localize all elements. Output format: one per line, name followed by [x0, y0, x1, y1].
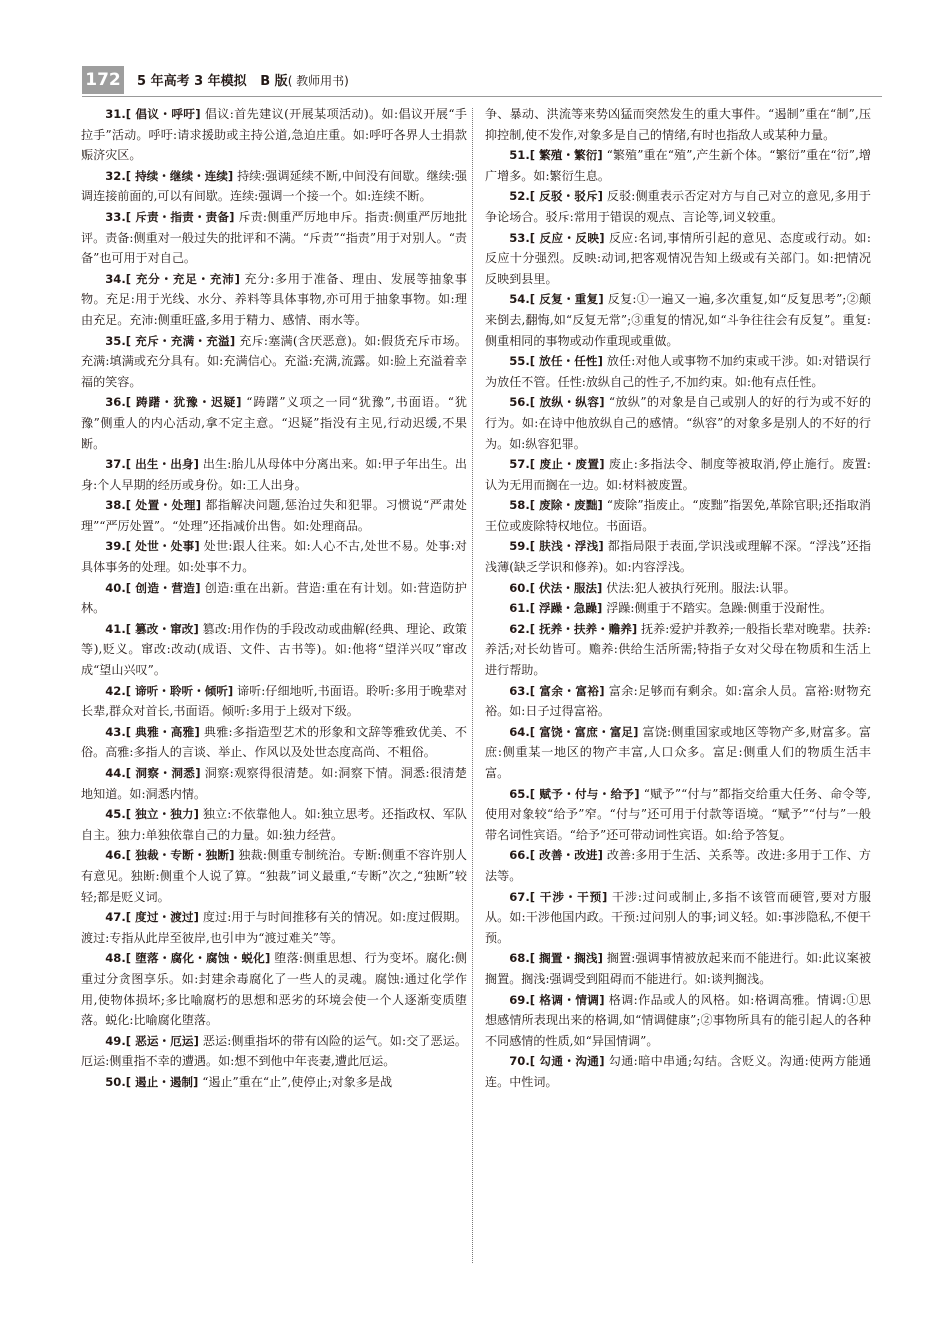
entry-head: 69.[ 格调・情调] — [509, 992, 605, 1007]
entry-34 — [81, 269, 467, 331]
entry-head: 67.[ 干涉・干预] — [509, 889, 608, 904]
entry-64 — [485, 722, 871, 784]
entry-text: 持续:强调延续不断,中间没有间歇。继续:强调连接前面的,可以有间歇。连续:强调一个接一个。如:连续不断。 — [81, 168, 467, 204]
entry-49 — [81, 1031, 467, 1072]
entry-40 — [81, 578, 467, 619]
entry-head: 56.[ 放纵・纵容] — [509, 395, 605, 410]
entry-55 — [485, 351, 871, 392]
entry-head: 48.[ 堕落・腐化・腐蚀・蜕化] — [105, 951, 271, 966]
entry-text: “赋予”“付与”都指交给重大任务、命令等,使用对象较“给予”窄。“付与”还可用于付款等语境。“赋予”“付与”一般带名词性宾语。“给予”还可带动词性宾语。如:给予答复。 — [485, 786, 871, 842]
entry-head: 63.[ 富余・富裕] — [509, 683, 605, 698]
entry-head: 60.[ 伏法・服法] — [509, 580, 603, 595]
entry-head: 68.[ 搁置・搁浅] — [509, 951, 603, 966]
entry-head: 55.[ 放任・任性] — [509, 354, 603, 369]
header-rule — [82, 96, 882, 97]
entry-63 — [485, 681, 871, 722]
entry-text: 干涉:过问或制止,多指不该管而硬管,要对方服从。如:干涉他国内政。干预:过问别人的事;词义轻。如:事涉隐私,不便干预。 — [485, 889, 871, 945]
entry-53 — [485, 228, 871, 290]
entry-head: 54.[ 反复・重复] — [509, 292, 604, 307]
entry-56 — [485, 392, 871, 454]
page-number: 172 — [82, 66, 124, 94]
entry-text: 创造:重在出新。营造:重在有计划。如:营造防护林。 — [81, 580, 467, 616]
entry-text: 都指解决问题,惩治过失和犯罪。习惯说“严肃处理”“严厉处置”。“处理”还指减价出售。如:处理商品。 — [81, 498, 467, 533]
entry-text: 抚养:爱护并教养;一般指长辈对晚辈。扶养:养活;对长幼皆可。赡养:供给生活所需;特指子女对父母在物质和生活上进行帮助。 — [485, 621, 871, 678]
entry-head: 42.[ 谛听・聆听・倾听] — [105, 683, 234, 698]
entry-text: 充斥:塞满(含厌恶意)。如:假货充斥市场。充满:填满或充分具有。如:充满信心。充溢:充满,流露。如:脸上充溢着幸福的笑容。 — [81, 333, 467, 389]
entry-text: 恶运:侧重指坏的带有凶险的运气。如:交了恶运。厄运:侧重指不幸的遭遇。如:想不到他中年丧妻,遭此厄运。 — [81, 1033, 467, 1069]
entry-text: “废除”指废止。“废黜”指罢免,革除官职;还指取消王位或废除特权地位。书面语。 — [485, 498, 871, 533]
entry-52 — [485, 186, 871, 227]
entry-66 — [485, 845, 871, 886]
entry-text: 谛听:仔细地听,书面语。聆听:多用于晚辈对长辈,群众对首长,书面语。倾听:多用于上级对下级。 — [81, 683, 467, 719]
entry-head: 34.[ 充分・充足・充沛] — [105, 271, 240, 286]
entry-text: 洞察:观察得很清楚。如:洞察下情。洞悉:很清楚地知道。如:洞悉内情。 — [81, 766, 467, 801]
entry-58 — [485, 495, 871, 536]
entry-head: 35.[ 充斥・充满・充溢] — [105, 333, 236, 348]
entry-head: 47.[ 度过・渡过] — [105, 910, 199, 925]
entry-text: 反应:名词,事情所引起的意见、态度或行动。如:反应十分强烈。反映:动词,把客观情况告知上级或有关部门。如:把情况反映到县里。 — [485, 230, 871, 286]
book-title-main: 5 年高考 3 年模拟 — [137, 74, 247, 89]
entry-text: 都指局限于表面,学识浅或理解不深。“浮浅”还指浅薄(缺乏学识和修养)。如:内容浮浅。 — [485, 539, 871, 575]
entry-head: 32.[ 持续・继续・连续] — [105, 168, 234, 183]
entry-text: 伏法:犯人被执行死刑。服法:认罪。 — [602, 580, 796, 595]
entry-head: 46.[ 独裁・专断・独断] — [105, 848, 235, 863]
entry-67 — [485, 887, 871, 949]
entry-text: 充分:多用于准备、理由、发展等抽象事物。充足:用于光线、水分、养料等具体事物,亦可用于抽象事物。如:理由充足。充沛:侧重旺盛,多用于精力、感情、雨水等。 — [81, 271, 467, 327]
entry-head: 41.[ 篡改・窜改] — [105, 621, 199, 636]
entry-text: 改善:多用于生活、关系等。改进:多用于工作、方法等。 — [485, 848, 871, 883]
entry-57 — [485, 454, 871, 495]
entry-head: 62.[ 抚养・扶养・赡养] — [509, 621, 638, 636]
entry-43 — [81, 722, 467, 763]
entry-text: “遏止”重在“止”,使停止;对象多是战 — [198, 1074, 393, 1089]
entry-text: 篡改:用作伪的手段改动或曲解(经典、理论、政策等),贬义。窜改:改动(成语、文件、古书等)。如:他将“望洋兴叹”窜改成“望山兴叹”。 — [81, 621, 467, 678]
entry-62 — [485, 619, 871, 681]
entry-text: 出生:胎儿从母体中分离出来。如:甲子年出生。出身:个人早期的经历或身份。如:工人出身。 — [81, 457, 467, 492]
entry-text: 格调:作品或人的风格。如:格调高雅。情调:①思想感情所表现出来的格调,如“情调健康”;②事物所具有的能引起人的各种不同感情的性质,如“异国情调”。 — [485, 992, 871, 1048]
entry-44 — [81, 763, 467, 804]
entry-head: 44.[ 洞察・洞悉] — [105, 766, 201, 780]
entry-text: “放纵”的对象是自己或别人的好的行为或不好的行为。如:在诗中他放纵自己的感情。“纵容”的对象多是别人的不好的行为。如:纵容犯罪。 — [485, 395, 871, 451]
entry-33 — [81, 207, 467, 269]
entry-59 — [485, 536, 871, 577]
entry-39 — [81, 536, 467, 577]
entry-text: 反复:①一遍又一遍,多次重复,如“反复思考”;②颠来倒去,翻悔,如“反复无常”;③重复的情况,如“斗争往往会有反复”。重复:侧重相同的事物或动作重现或重做。 — [485, 292, 871, 348]
book-edition: B 版 — [260, 74, 288, 89]
entry-head: 53.[ 反应・反映] — [509, 230, 605, 245]
entry-head: 64.[ 富饶・富庶・富足] — [509, 724, 639, 739]
entry-head: 43.[ 典雅・高雅] — [105, 724, 200, 739]
right-column — [485, 104, 871, 1093]
entry-head: 31.[ 倡议・呼吁] — [105, 107, 201, 121]
entry-text: 勾通:暗中串通;勾结。含贬义。沟通:使两方能通连。中性词。 — [485, 1054, 871, 1089]
entry-head: 45.[ 独立・独力] — [105, 807, 199, 822]
entry-head: 33.[ 斥责・指责・责备] — [105, 209, 235, 224]
entry-38 — [81, 495, 467, 536]
entry-head: 50.[ 遏止・遏制] — [105, 1074, 199, 1089]
entry-50 — [81, 1072, 467, 1093]
entry-text: 独立:不依靠他人。如:独立思考。还指政权、军队自主。独力:单独依靠自己的力量。如:独力经营。 — [81, 807, 467, 842]
entry-head: 59.[ 肤浅・浮浅] — [509, 539, 604, 554]
entry-text: 富余:足够而有剩余。如:富余人员。富裕:财物充裕。如:日子过得富裕。 — [485, 683, 871, 719]
entry-head: 61.[ 浮躁・急躁] — [509, 601, 603, 616]
entry-head: 70.[ 勾通・沟通] — [509, 1054, 605, 1069]
entry-text: “踌躇”义项之一同“犹豫”,书面语。“犹豫”侧重人的内心活动,拿不定主意。“迟疑”指没有主见,行动迟缓,不果断。 — [81, 395, 467, 451]
entry-61 — [485, 598, 871, 619]
entry-36 — [81, 392, 467, 454]
entry-head: 52.[ 反驳・驳斥] — [509, 189, 603, 204]
entry-48 — [81, 948, 467, 1030]
entry-65 — [485, 784, 871, 846]
column-divider — [472, 108, 473, 1263]
entry-text: 反驳:侧重表示否定对方与自己对立的意见,多用于争论场合。驳斥:常用于错误的观点、言论等,词义较重。 — [485, 189, 871, 224]
entry-head: 65.[ 赋予・付与・给予] — [509, 786, 640, 801]
entry-50-continued: 争、暴动、洪流等来势凶猛而突然发生的重大事件。“遏制”重在“制”,压抑控制,使不发作,对象多是自己的情绪,有时也指敌人或某种力量。 — [485, 107, 871, 142]
entry-text: 废止:多指法令、制度等被取消,停止施行。废置:认为无用而搁在一边。如:材料被废置。 — [485, 457, 871, 492]
entry-head: 57.[ 废止・废置] — [509, 457, 605, 472]
book-edition-note: ( 教师用书) — [287, 74, 349, 88]
entry-head: 58.[ 废除・废黜] — [509, 498, 603, 513]
entry-37 — [81, 454, 467, 495]
entry-text: 搁置:强调事情被放起来而不能进行。如:此议案被搁置。搁浅:强调受到阻碍而不能进行。如:谈判搁浅。 — [485, 951, 871, 986]
entry-head: 37.[ 出生・出身] — [105, 457, 199, 472]
entry-70 — [485, 1051, 871, 1092]
entry-text: 斥责:侧重严厉地申斥。指责:侧重严厉地批评。责备:侧重对一般过失的批评和不满。“斥责”“指责”用于对别人。“责备”也可用于对自己。 — [81, 209, 467, 266]
entry-32 — [81, 166, 467, 207]
entry-47 — [81, 907, 467, 948]
entry-46 — [81, 845, 467, 907]
book-title — [137, 70, 349, 89]
entry-54 — [485, 289, 871, 351]
entry-text: 典雅:多指造型艺术的形象和文辞等雅致优美、不俗。高雅:多指人的言谈、举止、作风以及处世态度高尚、不粗俗。 — [81, 724, 467, 760]
entry-42 — [81, 681, 467, 722]
entry-text: 放任:对他人或事物不加约束或干涉。如:对错误行为放任不管。任性:放纵自己的性子,不加约束。如:他有点任性。 — [485, 354, 871, 389]
entry-69 — [485, 990, 871, 1052]
entry-head: 66.[ 改善・改进] — [509, 848, 603, 863]
entry-60 — [485, 578, 871, 599]
entry-head: 36.[ 踌躇・犹豫・迟疑] — [105, 395, 242, 410]
entry-text: 富饶:侧重国家或地区等物产多,财富多。富庶:侧重某一地区的物产丰富,人口众多。富足:侧重人们的物质生活丰富。 — [485, 724, 871, 780]
left-column — [81, 104, 467, 1093]
entry-41 — [81, 619, 467, 681]
entry-51 — [485, 145, 871, 186]
entry-head: 38.[ 处置・处理] — [105, 498, 202, 513]
entry-text: 处世:跟人往来。如:人心不古,处世不易。处事:对具体事务的处理。如:处事不力。 — [81, 539, 467, 575]
entry-35 — [81, 331, 467, 393]
entry-text: “繁殖”重在“殖”,产生新个体。“繁衍”重在“衍”,增广增多。如:繁衍生息。 — [485, 148, 871, 183]
entry-68 — [485, 948, 871, 989]
entry-text: 堕落:侧重思想、行为变坏。腐化:侧重过分贪图享乐。如:封建余毒腐化了一些人的灵魂。腐蚀:通过化学作用,使物体损坏;多比喻腐朽的思想和恶劣的环境会使一个人逐渐变质堕落。蜕化:比喻腐化堕落。 — [81, 951, 467, 1028]
entry-text: 独裁:侧重专制统治。专断:侧重不容许别人有意见。独断:侧重个人说了算。“独裁”词义最重,“专断”次之,“独断”较轻;都是贬义词。 — [81, 848, 467, 904]
entry-text: 度过:用于与时间推移有关的情况。如:度过假期。渡过:专指从此岸至彼岸,也引申为“渡过难关”等。 — [81, 910, 467, 945]
entry-head: 39.[ 处世・处事] — [105, 539, 200, 554]
entry-text: 倡议:首先建议(开展某项活动)。如:倡议开展“手拉手”活动。呼吁:请求援助或主持公道,急迫庄重。如:呼吁各界人士捐款赈济灾区。 — [81, 107, 467, 163]
entry-45 — [81, 804, 467, 845]
page-header — [82, 66, 882, 96]
entry-text: 浮躁:侧重于不踏实。急躁:侧重于没耐性。 — [602, 601, 833, 616]
entry-head: 40.[ 创造・营造] — [105, 580, 201, 595]
entry-head: 51.[ 繁殖・繁衍] — [509, 148, 603, 163]
entry-head: 49.[ 恶运・厄运] — [105, 1033, 199, 1048]
entry-31 — [81, 104, 467, 166]
